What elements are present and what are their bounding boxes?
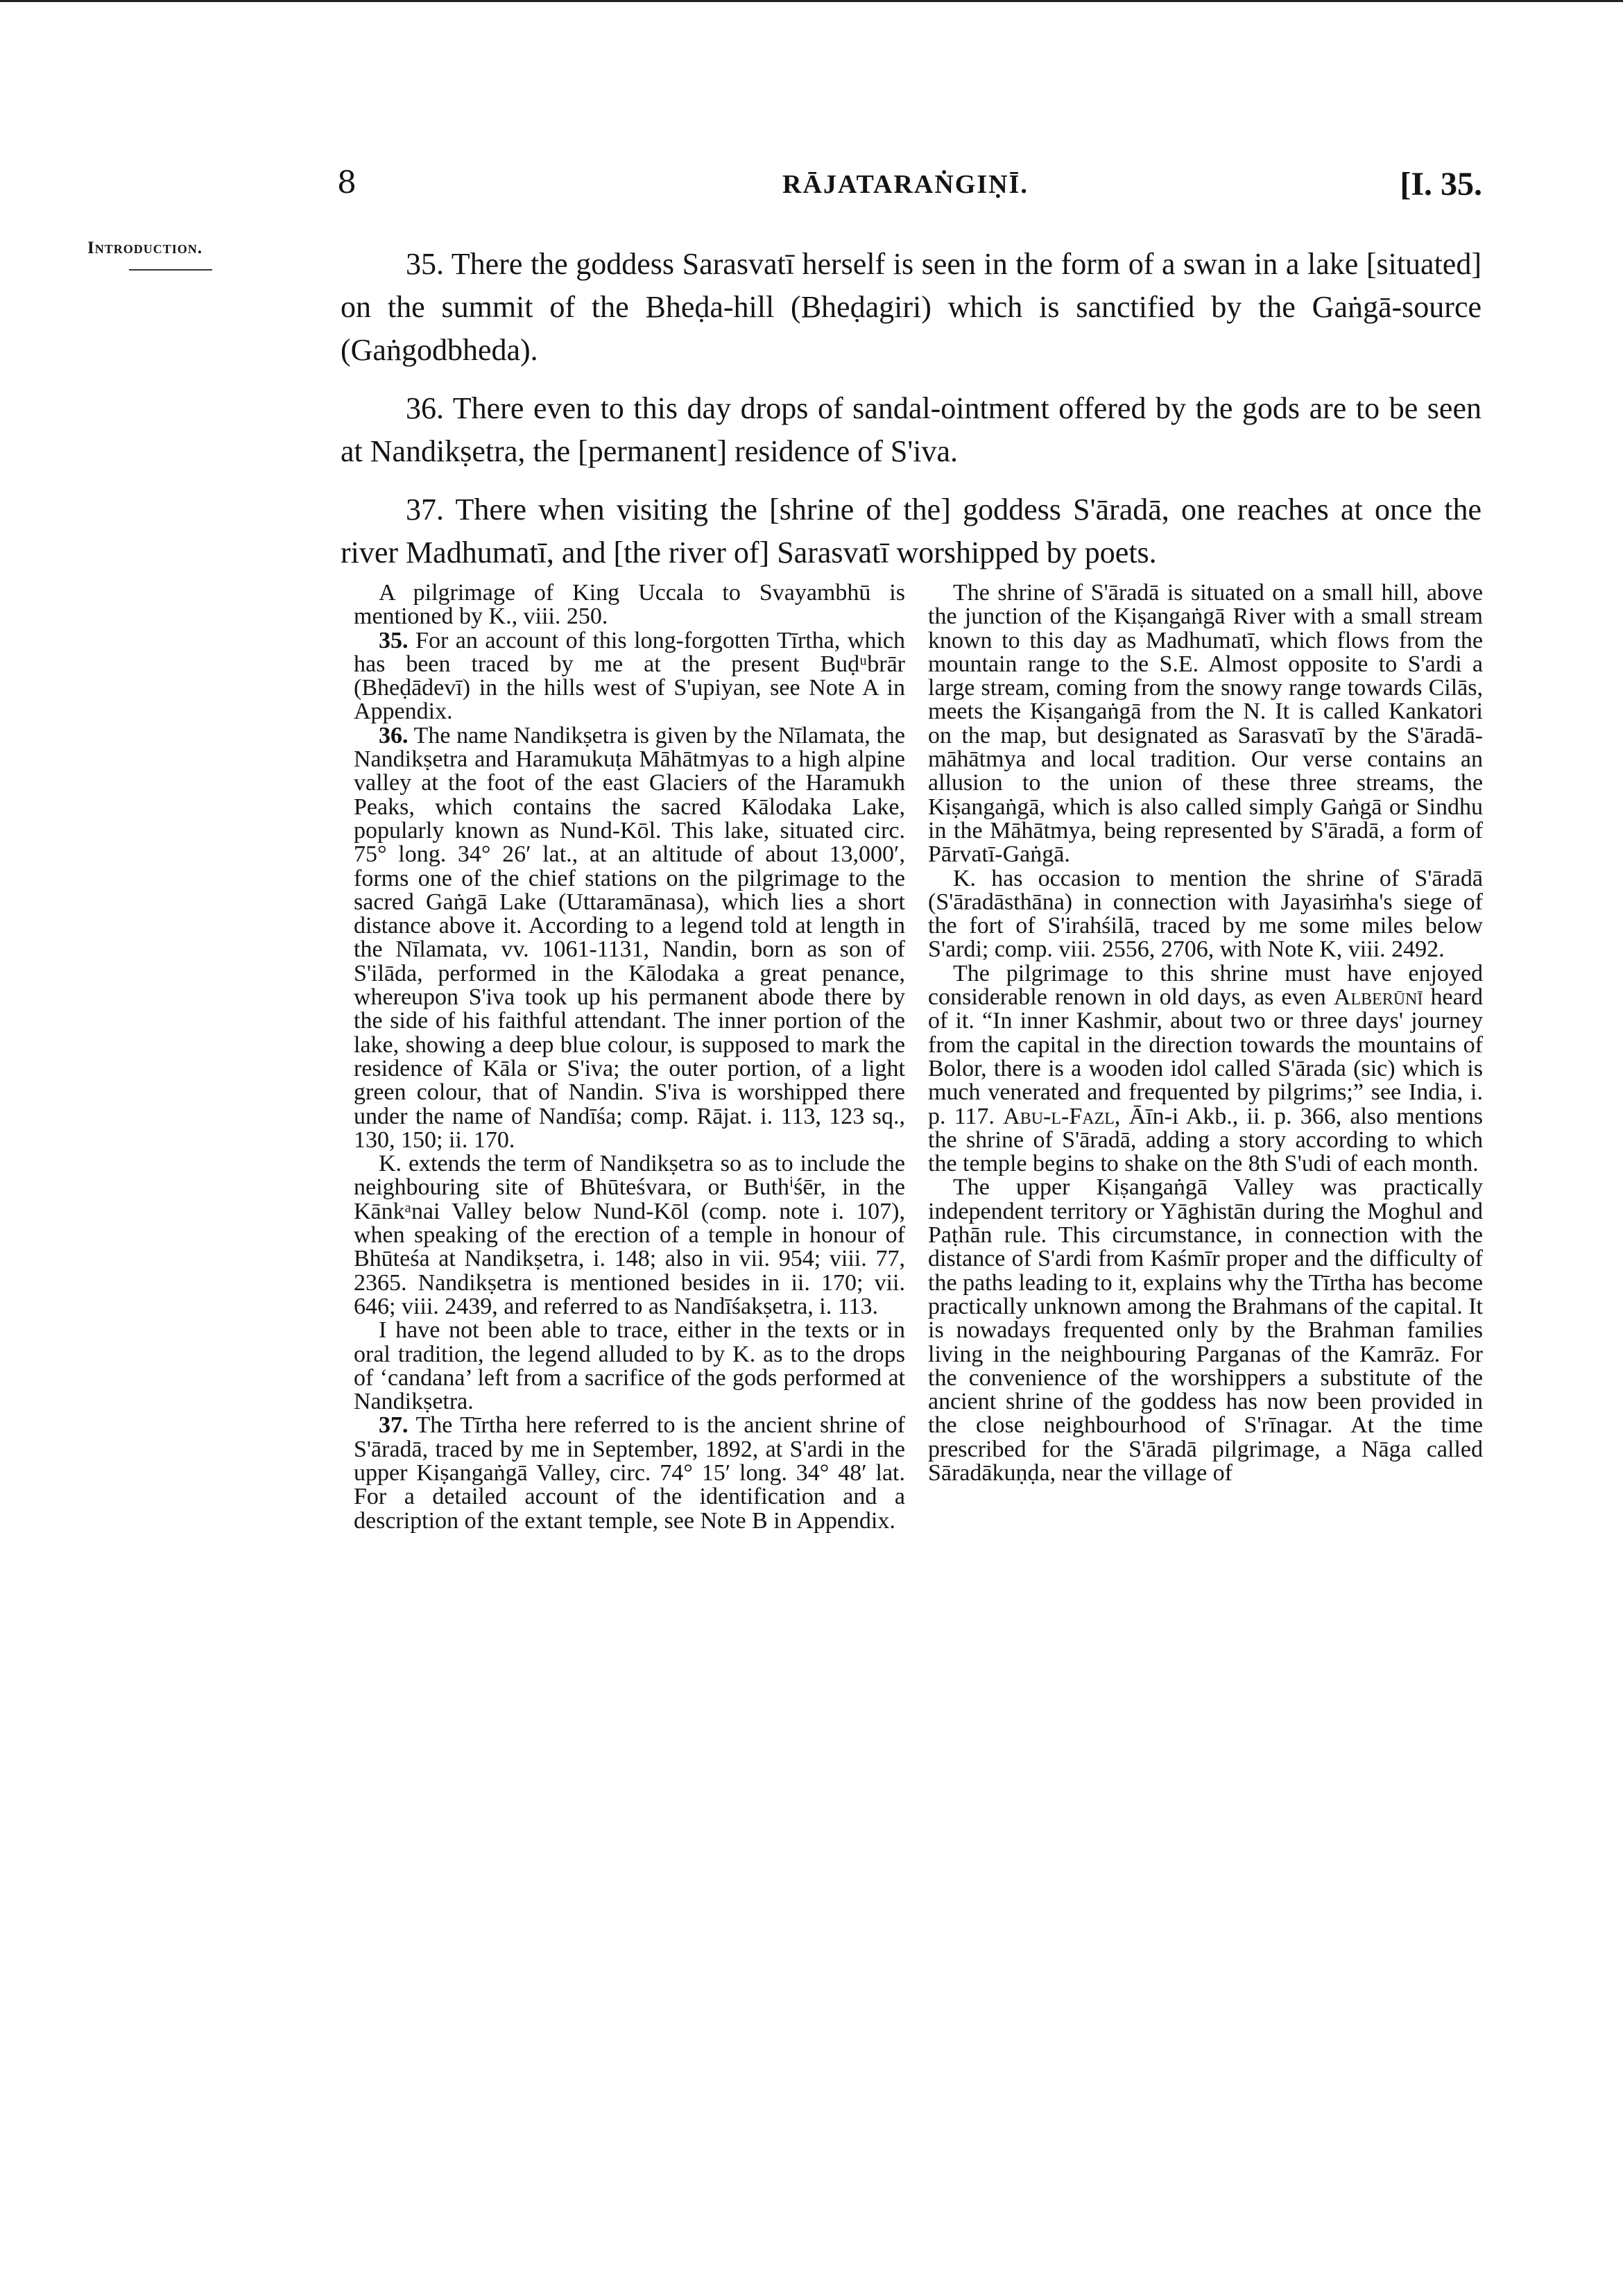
notes-right-column [928, 581, 1483, 1485]
note-paragraph: A pilgrimage of King Uccala to Svayambhū is mentioned by K., viii. 250. [354, 580, 905, 630]
note-number: 37. [379, 1412, 409, 1439]
note-35 [354, 629, 905, 724]
margin-rule [129, 269, 212, 271]
section-reference: [I. 35. [1400, 166, 1482, 203]
verse-36: 36. There even to this day drops of sandal-ointment offered by the gods are to be seen at Nandikṣetra, the [permanent] residence of S'iva. [341, 391, 1482, 468]
note-paragraph: The upper Kiṣangaṅgā Valley was practically independent territory or Yāghistān during the Moghul and Paṭhān rule. This circumstance, in connection with the distance of S'ardi from Kaśmīr proper and the difficulty of the paths leading to it, explains why the Tīrtha has become practically unknown among the Brahmans of the capital. It is nowadays frequented only by the Brahman families living in the neighbouring Parganas of the Kamrāz. For the convenience of the worshippers a substitute of the ancient shrine of the goddess has now been provided in the close neighbourhood of S'rīnagar. At the time prescribed for the S'āradā pilgrimage, a Nāga called Sāradākuṇḍa, near the village of [928, 1174, 1483, 1486]
page-number: 8 [337, 165, 357, 200]
note-paragraph: The shrine of S'āradā is situated on a small hill, above the junction of the Kiṣangaṅgā River with a small stream known to this day as Madhumatī, which flows from the mountain range to the S.E. Almost opposite to S'ardi a large stream, coming from the snowy range towards Cilās, meets the Kiṣangaṅgā from the N. It is called Kankatori on the map, but designated as Sarasvatī by the S'āradā-māhātmya and local tradition. Our verse contains an allusion to the union of these three streams, the Kiṣangaṅgā, which is also called simply Gaṅgā or Sindhu in the Māhātmya, being represented by S'āradā, a form of Pārvatī-Gaṅgā. [928, 580, 1483, 868]
margin-label: Introduction. [87, 239, 203, 257]
top-border-line [0, 0, 1623, 2]
note-text: Āīn-i Akb., ii. p. 366, also mentions the shrine of S'āradā, adding a story according to which the temple begins to shake on the 8th S'udi of each month. [928, 1103, 1484, 1177]
note-text: heard of it. “In inner Kashmir, about two or three days' journey from the capital in the direction towards the mountains of Bolor, there is a wooden idol called S'ārada (sic) which is much venerated and frequented by pilgrims;” see India, i. p. 117. [928, 984, 1484, 1129]
author-name: Alberūnī [1333, 984, 1423, 1011]
verse-35: 35. There the goddess Sarasvatī herself is seen in the form of a swan in a lake [situated] on the summit of the Bheḍa-hill (Bheḍagiri) which is sanctified by the Gaṅgā-source (Gaṅgodbheda). [341, 247, 1482, 367]
notes-left-column [354, 581, 905, 1533]
verse-translation [341, 243, 1482, 590]
note-number: 35. [379, 627, 409, 653]
note-number: 36. [379, 722, 409, 748]
note-37 [354, 1414, 905, 1532]
note-paragraph [928, 962, 1483, 1176]
page-header [0, 165, 1623, 214]
verse-37: 37. There when visiting the [shrine of the] goddess S'āradā, one reaches at once the river Madhumatī, and [the river of] Sarasvatī worshipped by poets. [341, 492, 1482, 569]
author-name: Abu-l-Fazl, [1003, 1103, 1121, 1129]
note-paragraph: K. extends the term of Nandikṣetra so as to include the neighbouring site of Bhūteśvara, or Buthⁱśēr, in the Kānkᵃnai Valley below Nund-Kōl (comp. note i. 107), when speaking of the erection of a temple in honour of Bhūteśa at Nandikṣetra, i. 148; also in vii. 954; viii. 77, 2365. Nandikṣetra is mentioned besides in ii. 170; vii. 646; viii. 2439, and referred to as Nandīśakṣetra, i. 113. [354, 1151, 905, 1319]
note-paragraph: K. has occasion to mention the shrine of S'āradā (S'āradāsthāna) in connection with Jayasiṁha's siege of the fort of S'irahśilā, traced by me some miles below S'ardi; comp. viii. 2556, 2706, with Note K, viii. 2492. [928, 865, 1483, 963]
note-text: The pilgrimage to this shrine must have enjoyed considerable renown in old days, as even [928, 960, 1483, 1011]
note-text: The name Nandikṣetra is given by the Nīlamata, the Nandikṣetra and Haramukuṭa Māhātmyas to a high alpine valley at the foot of the east Glaciers of the Haramukh Peaks, which contains the sacred Kālodaka Lake, popularly known as Nund-Kōl. This lake, situated circ. 75° long. 34° 26′ lat., at an altitude of about 13,000′, forms one of the chief stations on the pilgrimage to the sacred Gaṅgā Lake (Uttaramānasa), which lies a short distance above it. According to a legend told at length in the Nīlamata, vv. 1061-1131, Nandin, born as son of S'ilāda, performed in the Kālodaka a great penance, whereupon S'iva took up his permanent abode there by the side of his faithful attendant. The inner portion of the lake, showing a deep blue colour, is supposed to mark the residence of Kāla or S'iva; the outer portion, of a light green colour, that of Nandin. S'iva is worshipped there under the name of Nandīśa; comp. Rājat. i. 113, 123 sq., 130, 150; ii. 170. [354, 722, 905, 1153]
running-title: RĀJATARAṄGIṆĪ. [782, 170, 1029, 199]
note-text: For an account of this long-forgotten Tīrtha, which has been traced by me at the present Buḍᵘbrār (Bheḍādevī) in the hills west of S'upiyan, see Note A in Appendix. [354, 627, 906, 725]
note-paragraph: I have not been able to trace, either in the texts or in oral tradition, the legend alluded to by K. as to the drops of ‘candana’ left from a sacrifice of the gods performed at Nandikṣetra. [354, 1317, 905, 1415]
note-36 [354, 724, 905, 1152]
note-text: The Tīrtha here referred to is the ancient shrine of S'āradā, traced by me in September, 1892, at S'ardi in the upper Kiṣangaṅgā Valley, circ. 74° 15′ long. 34° 48′ lat. For a detailed account of the identification and a description of the extant temple, see Note B in Appendix. [354, 1412, 905, 1534]
